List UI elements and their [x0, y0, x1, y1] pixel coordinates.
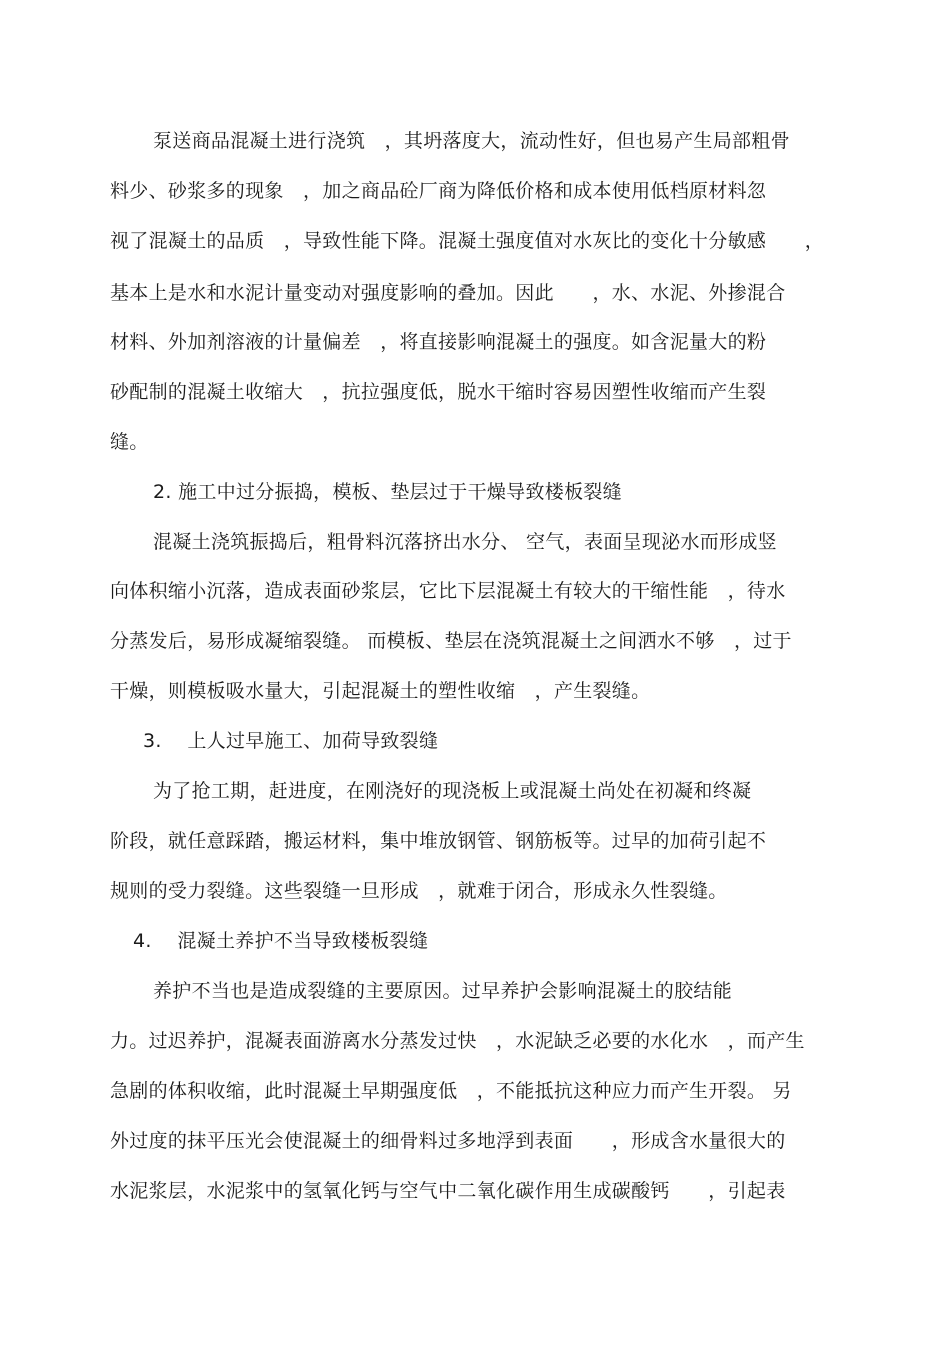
paragraph-line: 料少、砂浆多的现象 ，加之商品砼厂商为降低价格和成本使用低档原材料忽	[110, 180, 767, 202]
paragraph-line: 混凝土浇筑振捣后，粗骨料沉落挤出水分、 空气，表面呈现泌水而形成竖	[153, 531, 777, 553]
section-heading-4: 4. 混凝土养护不当导致楼板裂缝	[133, 930, 429, 952]
paragraph-line: 养护不当也是造成裂缝的主要原因。过早养护会影响混凝土的胶结能	[153, 980, 733, 1002]
paragraph-line: 为了抢工期，赶进度，在刚浇好的现浇板上或混凝土尚处在初凝和终凝	[153, 780, 752, 802]
paragraph-line: 急剧的体积收缩，此时混凝土早期强度低 ，不能抵抗这种应力而产生开裂。 另	[110, 1080, 792, 1102]
paragraph-line: 砂配制的混凝土收缩大 ，抗拉强度低，脱水干缩时容易因塑性收缩而产生裂	[110, 381, 767, 403]
paragraph-line: 外过度的抹平压光会使混凝土的细骨料过多地浮到表面 ，形成含水量很大的	[110, 1130, 786, 1152]
paragraph-line: 视了混凝土的品质 ，导致性能下降。混凝土强度值对水灰比的变化十分敏感 ，	[110, 230, 825, 252]
paragraph-line: 规则的受力裂缝。这些裂缝一旦形成 ，就难于闭合，形成永久性裂缝。	[110, 880, 728, 902]
paragraph-line: 材料、外加剂溶液的计量偏差 ，将直接影响混凝土的强度。如含泥量大的粉	[110, 331, 767, 353]
paragraph-line: 阶段，就任意踩踏，搬运材料，集中堆放钢管、钢筋板等。过早的加荷引起不	[110, 830, 767, 852]
paragraph-line: 水泥浆层，水泥浆中的氢氧化钙与空气中二氧化碳作用生成碳酸钙 ，引起表	[110, 1180, 786, 1202]
section-heading-2: 2. 施工中过分振捣，模板、垫层过于干燥导致楼板裂缝	[153, 481, 622, 503]
paragraph-line: 缝。	[110, 431, 149, 453]
paragraph-line: 力。过迟养护，混凝表面游离水分蒸发过快 ，水泥缺乏必要的水化水 ，而产生	[110, 1030, 805, 1052]
paragraph-line: 向体积缩小沉落，造成表面砂浆层，它比下层混凝土有较大的干缩性能 ，待水	[110, 580, 786, 602]
paragraph-line: 基本上是水和水泥计量变动对强度影响的叠加。因此 ，水、水泥、外掺混合	[110, 282, 786, 304]
paragraph-line: 分蒸发后，易形成凝缩裂缝。 而模板、垫层在浇筑混凝土之间洒水不够 ，过于	[110, 630, 792, 652]
paragraph-line: 干燥，则模板吸水量大，引起混凝土的塑性收缩 ，产生裂缝。	[110, 680, 651, 702]
section-heading-3: 3. 上人过早施工、加荷导致裂缝	[143, 730, 439, 752]
paragraph-line: 泵送商品混凝土进行浇筑 ，其坍落度大，流动性好，但也易产生局部粗骨	[153, 130, 790, 152]
